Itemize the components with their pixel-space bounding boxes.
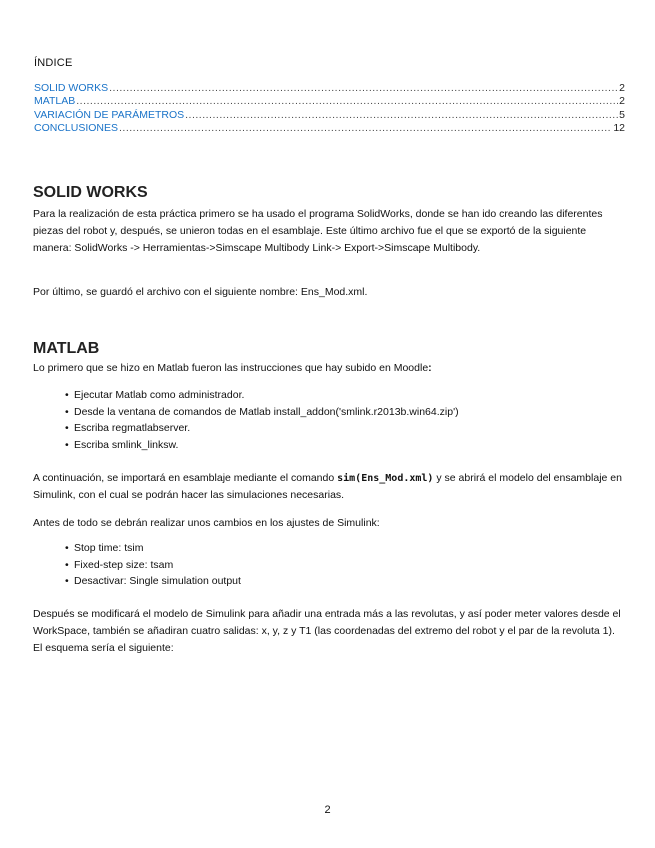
section-heading-matlab: MATLAB: [33, 340, 100, 357]
matlab-intro: [33, 360, 623, 377]
list-item: • Stop time: tsim: [65, 540, 241, 557]
list-item: • Fixed-step size: tsam: [65, 557, 241, 574]
list-item: • Escriba regmatlabserver.: [65, 420, 459, 437]
matlab-intro-colon: :: [428, 362, 432, 374]
import-text-post: y se abrirá el modelo del ensamblaje en Simulink, con el cual se podrán hacer las simulaciones necesarias.: [33, 472, 622, 501]
toc-entry-page: 2: [619, 81, 625, 94]
toc-leader-dots: [109, 82, 618, 94]
settings-intro: Antes de todo se debrán realizar unos cambios en los ajustes de Simulink:: [33, 517, 380, 529]
toc-entry-page: 2: [619, 95, 625, 108]
import-text-pre: A continuación, se importará en esamblaje mediante el comando: [33, 472, 338, 484]
matlab-closing-paragraph: Después se modificará el modelo de Simulink para añadir una entrada más a las revolutas, y así poder meter valores desde el WorkSpace, también se añadiran cuatro salidas: x, y, z y T1 (las coordenadas del extremo del robot y el par de la revoluta 1). El esquema sería el siguiente:: [33, 608, 621, 654]
toc-leader-dots: [119, 122, 612, 134]
page-number: 2: [324, 804, 331, 816]
toc-entry-variacion-parametros[interactable]: [34, 107, 625, 121]
toc-entry-matlab[interactable]: [34, 94, 625, 108]
toc-entry-solid-works[interactable]: [34, 80, 625, 94]
toc-leader-dots: [185, 109, 618, 121]
toc-entry-label[interactable]: SOLID WORKS: [34, 81, 109, 94]
solidworks-paragraph-1: Para la realización de esta práctica primero se ha usado el programa SolidWorks, donde se han ido creando las diferentes piezas del robot y, después, se unieron todas en el esamblaje. Este último archivo fue el que se exportó de la siguiente manera: SolidWorks -> Herramientas->Simscape Multibody Link-> Export->Simscape Multibody.: [33, 208, 603, 254]
toc-entry-page: 5: [619, 108, 625, 121]
matlab-import-paragraph: [33, 470, 623, 504]
simulink-settings-list: [65, 540, 241, 590]
table-of-contents: [34, 80, 625, 134]
toc-entry-conclusiones[interactable]: [34, 121, 625, 135]
matlab-intro-text: Lo primero que se hizo en Matlab fueron las instrucciones que hay subido en Moodle: [33, 362, 429, 374]
solidworks-paragraph-2: Por último, se guardó el archivo con el siguiente nombre: Ens_Mod.xml.: [33, 286, 368, 298]
section-heading-solid-works: SOLID WORKS: [33, 184, 148, 201]
list-item: • Desactivar: Single simulation output: [65, 573, 241, 590]
toc-entry-label[interactable]: VARIACIÓN DE PARÁMETROS: [34, 108, 185, 121]
import-command: sim(Ens_Mod.xml): [337, 473, 434, 484]
toc-leader-dots: [76, 95, 618, 107]
list-item: • Escriba smlink_linksw.: [65, 437, 459, 454]
list-item: • Desde la ventana de comandos de Matlab install_addon('smlink.r2013b.win64.zip'): [65, 404, 459, 421]
matlab-steps-list: [65, 387, 459, 453]
toc-entry-label[interactable]: CONCLUSIONES: [34, 122, 119, 135]
list-item: • Ejecutar Matlab como administrador.: [65, 387, 459, 404]
toc-entry-page: 12: [613, 122, 625, 135]
toc-title: ÍNDICE: [34, 57, 73, 69]
toc-entry-label[interactable]: MATLAB: [34, 95, 76, 108]
